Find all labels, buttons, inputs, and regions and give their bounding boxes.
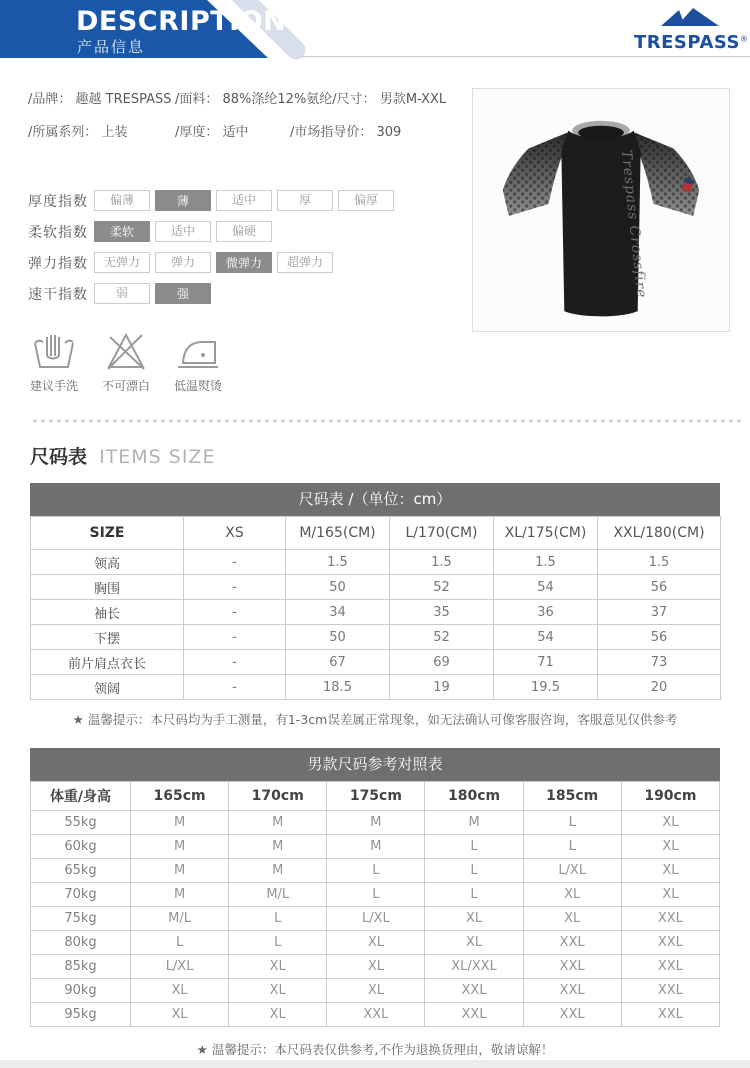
value-cell: - [184,625,286,650]
value-cell: M/L [229,883,327,907]
brand-logo-text: TRESPASS [634,32,740,53]
low-iron-icon [176,328,220,372]
table-row [31,1003,720,1027]
value-cell: 69 [390,650,494,675]
value-cell: L [229,931,327,955]
row-label: 60kg [31,835,131,859]
value-cell: XL [327,979,425,1003]
index-option-selected: 柔软 [94,221,150,242]
index-options [94,221,272,242]
value-cell: XL [229,979,327,1003]
quick-dry-index-row [28,283,394,304]
value-cell: XXL [621,1003,719,1027]
value-cell: 56 [598,575,721,600]
care-label: 不可漂白 [101,379,150,393]
index-option: 厚 [277,190,333,211]
value-cell: L [425,835,523,859]
value-cell: 50 [286,625,390,650]
size-table-title: 尺码表 /（单位：cm） [30,483,720,516]
table-row [31,550,721,575]
index-option: 适中 [216,190,272,211]
value-cell: 56 [598,625,721,650]
table-row [31,675,721,700]
value-cell: 20 [598,675,721,700]
product-attributes [28,88,446,154]
index-options [94,283,211,304]
value-cell: M [131,811,229,835]
dashed-divider [33,420,742,422]
column-header: 175cm [327,782,425,811]
men-table-title: 男款尺码参考对照表 [30,748,720,781]
index-options [94,252,333,273]
index-options [94,190,394,211]
value-cell: - [184,575,286,600]
row-label: 80kg [31,931,131,955]
trespass-mountain-icon [653,6,723,28]
value-cell: 73 [598,650,721,675]
column-header: 165cm [131,782,229,811]
value-cell: - [184,675,286,700]
value-cell: L [327,883,425,907]
size-table [30,516,721,700]
index-option: 偏厚 [338,190,394,211]
table-row [31,859,720,883]
no-bleach-icon [104,328,148,372]
size-section-heading [30,442,215,469]
value-cell: XXL [425,979,523,1003]
value-cell: L/XL [523,859,621,883]
table-row [31,650,721,675]
index-option-selected: 强 [155,283,211,304]
value-cell: L/XL [131,955,229,979]
index-option: 弹力 [155,252,211,273]
table-row [31,835,720,859]
value-cell: XL [131,979,229,1003]
value-cell: M [229,859,327,883]
attr-price: /市场指导价： 309 [290,125,402,140]
page-subtitle: 产品信息 [77,38,146,56]
index-label: 厚度指数 [28,193,88,210]
index-option-selected: 薄 [155,190,211,211]
value-cell: XXL [621,955,719,979]
care-label: 建议手洗 [29,379,78,393]
value-cell: M [131,883,229,907]
shirt-print-text: Trespass Crossfire [617,149,650,300]
row-label: 95kg [31,1003,131,1027]
care-item [25,328,83,394]
value-cell: XL [131,1003,229,1027]
row-label: 85kg [31,955,131,979]
row-label: 55kg [31,811,131,835]
column-header: L/170(CM) [390,517,494,550]
product-photo [472,88,730,332]
index-option: 适中 [155,221,211,242]
index-option: 偏薄 [94,190,150,211]
table-row [31,575,721,600]
page-title: DESCRIPTION [76,6,287,37]
index-option: 超弹力 [277,252,333,273]
value-cell: XL [229,1003,327,1027]
value-cell: L [229,907,327,931]
value-cell: M [229,811,327,835]
column-header: 190cm [621,782,719,811]
bottom-bar [0,1060,750,1068]
table-row [31,907,720,931]
table-row [31,600,721,625]
value-cell: 54 [494,625,598,650]
value-cell: XL/XXL [425,955,523,979]
elasticity-index-row [28,252,394,273]
men-table-note: ★ 温馨提示：本尺码表仅供参考,不作为退换货理由，敬请谅解！ [196,1042,554,1057]
value-cell: XXL [523,931,621,955]
value-cell: M [327,811,425,835]
table-row [31,883,720,907]
table-row [31,931,720,955]
thickness-index-row [28,190,394,211]
heading-en: ITEMS SIZE [99,446,216,468]
men-size-table-block [30,748,720,1027]
value-cell: XXL [523,979,621,1003]
index-option: 偏硬 [216,221,272,242]
value-cell: XXL [621,907,719,931]
value-cell: XL [621,835,719,859]
row-label: 领高 [31,550,184,575]
care-item [169,328,227,394]
index-label: 速干指数 [28,286,88,303]
value-cell: - [184,550,286,575]
size-table-header-row [31,517,721,550]
table-row [31,979,720,1003]
value-cell: XXL [621,931,719,955]
value-cell: 35 [390,600,494,625]
index-option: 弱 [94,283,150,304]
value-cell: M [327,835,425,859]
value-cell: 1.5 [598,550,721,575]
table-row [31,955,720,979]
header-divider [300,56,750,57]
index-label: 弹力指数 [28,255,88,272]
value-cell: 54 [494,575,598,600]
registered-mark: ® [740,34,748,44]
attr-brand: /品牌： 趣越 TRESPASS [28,92,172,107]
value-cell: 52 [390,625,494,650]
row-label: 袖长 [31,600,184,625]
value-cell: 1.5 [286,550,390,575]
value-cell: - [184,650,286,675]
value-cell: L [523,811,621,835]
column-header: XXL/180(CM) [598,517,721,550]
value-cell: XXL [425,1003,523,1027]
size-table-note: ★ 温馨提示：本尺码均为手工测量，有1-3cm误差属正常现象，如无法确认可像客服咨询，客服意见仅供参考 [72,712,678,727]
index-section [28,190,394,314]
column-header: 体重/身高 [31,782,131,811]
value-cell: - [184,600,286,625]
value-cell: XXL [327,1003,425,1027]
table-row [31,811,720,835]
value-cell: 34 [286,600,390,625]
value-cell: 1.5 [390,550,494,575]
value-cell: M [131,835,229,859]
column-header: XS [184,517,286,550]
value-cell: XL [523,883,621,907]
value-cell: XL [523,907,621,931]
attr-thickness: /厚度： 适中 [175,125,249,140]
care-item [97,328,155,394]
row-label: 下摆 [31,625,184,650]
softness-index-row [28,221,394,242]
value-cell: XXL [621,979,719,1003]
value-cell: XL [425,931,523,955]
men-size-table [30,781,720,1027]
brand-logo [634,6,748,53]
value-cell: 67 [286,650,390,675]
hand-wash-icon [32,328,76,372]
value-cell: M [131,859,229,883]
value-cell: M [425,811,523,835]
value-cell: M/L [131,907,229,931]
column-header: 185cm [523,782,621,811]
row-label: 领阔 [31,675,184,700]
value-cell: 71 [494,650,598,675]
value-cell: XL [621,859,719,883]
column-header: XL/175(CM) [494,517,598,550]
value-cell: 18.5 [286,675,390,700]
value-cell: XL [229,955,327,979]
column-header: 180cm [425,782,523,811]
value-cell: L [131,931,229,955]
value-cell: XL [621,811,719,835]
row-label: 65kg [31,859,131,883]
attribute-row [28,88,446,107]
care-instructions [25,328,227,394]
size-table-block [30,483,721,700]
row-label: 90kg [31,979,131,1003]
value-cell: XXL [523,955,621,979]
attr-series: /所属系列： 上装 [28,125,128,140]
value-cell: 50 [286,575,390,600]
men-table-header-row [31,782,720,811]
value-cell: M [229,835,327,859]
value-cell: L/XL [327,907,425,931]
care-label: 低温熨烫 [173,379,222,393]
index-option-selected: 微弹力 [216,252,272,273]
value-cell: XL [425,907,523,931]
row-label: 70kg [31,883,131,907]
index-option: 无弹力 [94,252,150,273]
tshirt-image [473,89,729,331]
value-cell: 36 [494,600,598,625]
row-label: 胸围 [31,575,184,600]
column-header: SIZE [31,517,184,550]
table-row [31,625,721,650]
value-cell: 37 [598,600,721,625]
column-header: M/165(CM) [286,517,390,550]
value-cell: XXL [523,1003,621,1027]
index-label: 柔软指数 [28,224,88,241]
value-cell: XL [327,955,425,979]
value-cell: 52 [390,575,494,600]
value-cell: L [425,883,523,907]
value-cell: L [425,859,523,883]
heading-cn: 尺码表 [30,446,88,468]
value-cell: 19 [390,675,494,700]
value-cell: L [523,835,621,859]
attr-fabric-size: /面料： 88%涤纶12%氨纶/尺寸： 男款M-XXL [175,92,447,107]
row-label: 75kg [31,907,131,931]
row-label: 前片肩点衣长 [31,650,184,675]
value-cell: XL [327,931,425,955]
column-header: 170cm [229,782,327,811]
value-cell: L [327,859,425,883]
attribute-row [28,121,446,140]
value-cell: 1.5 [494,550,598,575]
value-cell: 19.5 [494,675,598,700]
value-cell: XL [621,883,719,907]
